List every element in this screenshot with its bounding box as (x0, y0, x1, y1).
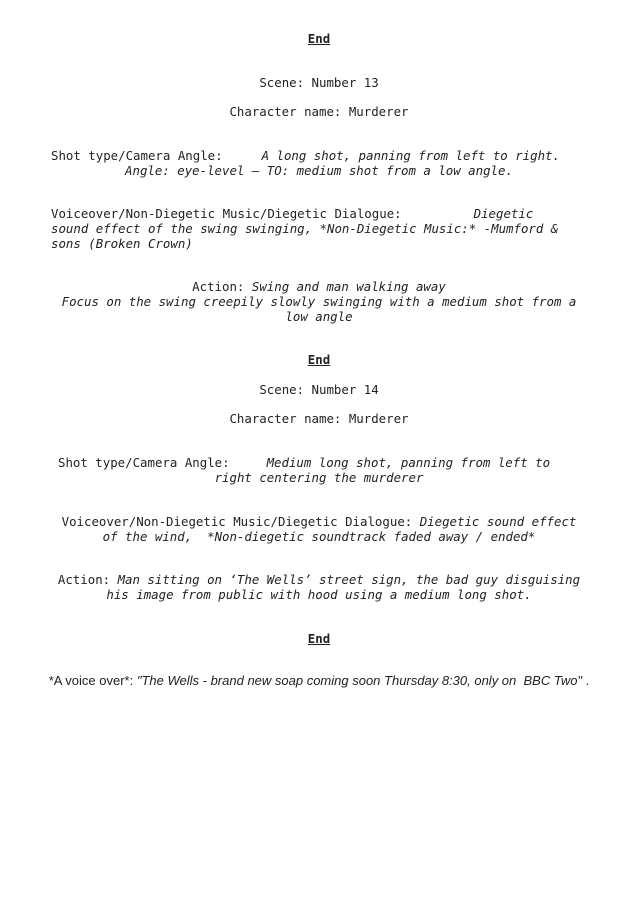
scene-13-shot-value-2: Angle: eye-level – TO: medium shot from a low angle. (125, 163, 513, 178)
voice-over-text: "The Wells - brand new soap coming soon Thursday 8:30, only on BBC Two" (136, 673, 583, 688)
scene-13-voice-value-1: Diegetic (473, 206, 534, 221)
scene-13-voice-line-1 (51, 206, 533, 221)
scene-14-voice-value-2b: *Non-diegetic soundtrack faded away / ended* (207, 529, 536, 544)
scene-14-voice-value-1: Diegetic sound effect (419, 514, 577, 529)
scene-14-voice-line-2 (0, 529, 638, 544)
end-heading-top: End (307, 31, 331, 46)
scene-14-character: Character name: Murderer (229, 411, 409, 426)
end-heading-scene-13: End (307, 352, 331, 367)
scene-14-shot-value-2: right centering the murderer (214, 470, 424, 485)
end-heading-scene-14: End (307, 631, 331, 646)
voice-over-label: *A voice over*: (48, 673, 134, 688)
scene-14-voice-label: Voiceover/Non-Diegetic Music/Diegetic Dialogue: (61, 514, 413, 529)
scene-13-action-value: Swing and man walking away (251, 279, 446, 294)
scene-13-character: Character name: Murderer (229, 104, 409, 119)
scene-14-heading: Scene: Number 14 (259, 382, 379, 397)
scene-14-action-value-2: his image from public with hood using a medium long shot. (106, 587, 532, 602)
voice-over-line (0, 673, 638, 688)
scene-13-shot-line-1 (51, 148, 560, 163)
scene-14-voice-value-2a: of the wind, (102, 529, 193, 544)
scene-13-heading: Scene: Number 13 (259, 75, 379, 90)
scene-13-action-line-3: low angle (285, 309, 353, 324)
scene-14-shot-label: Shot type/Camera Angle: (58, 455, 230, 470)
scene-13-voice-value-2: sound effect of the swing swinging, *Non-Diegetic Music:* -Mumford & (51, 221, 559, 236)
scene-13-shot-label: Shot type/Camera Angle: (51, 148, 223, 163)
scene-14-action-line-1 (0, 572, 638, 587)
scene-14-shot-value-1: Medium long shot, panning from left to (266, 455, 551, 470)
scene-14-action-value-1: Man sitting on ‘The Wells’ street sign, the bad guy disguising (117, 572, 581, 587)
scene-14-shot-line-1 (58, 455, 550, 470)
voice-over-trail: . (585, 673, 590, 688)
scene-13-action-line-1 (0, 279, 638, 294)
scene-14-voice-line-1 (0, 514, 638, 529)
scene-13-voice-value-3: sons (Broken Crown) (51, 236, 193, 251)
scene-13-action-label: Action: (192, 279, 245, 294)
scene-13-action-line-2: Focus on the swing creepily slowly swinging with a medium shot from a (61, 294, 577, 309)
scene-13-voice-label: Voiceover/Non-Diegetic Music/Diegetic Dialogue: (51, 206, 402, 221)
scene-14-action-label: Action: (57, 572, 111, 587)
scene-13-shot-value-1: A long shot, panning from left to right. (261, 148, 560, 163)
